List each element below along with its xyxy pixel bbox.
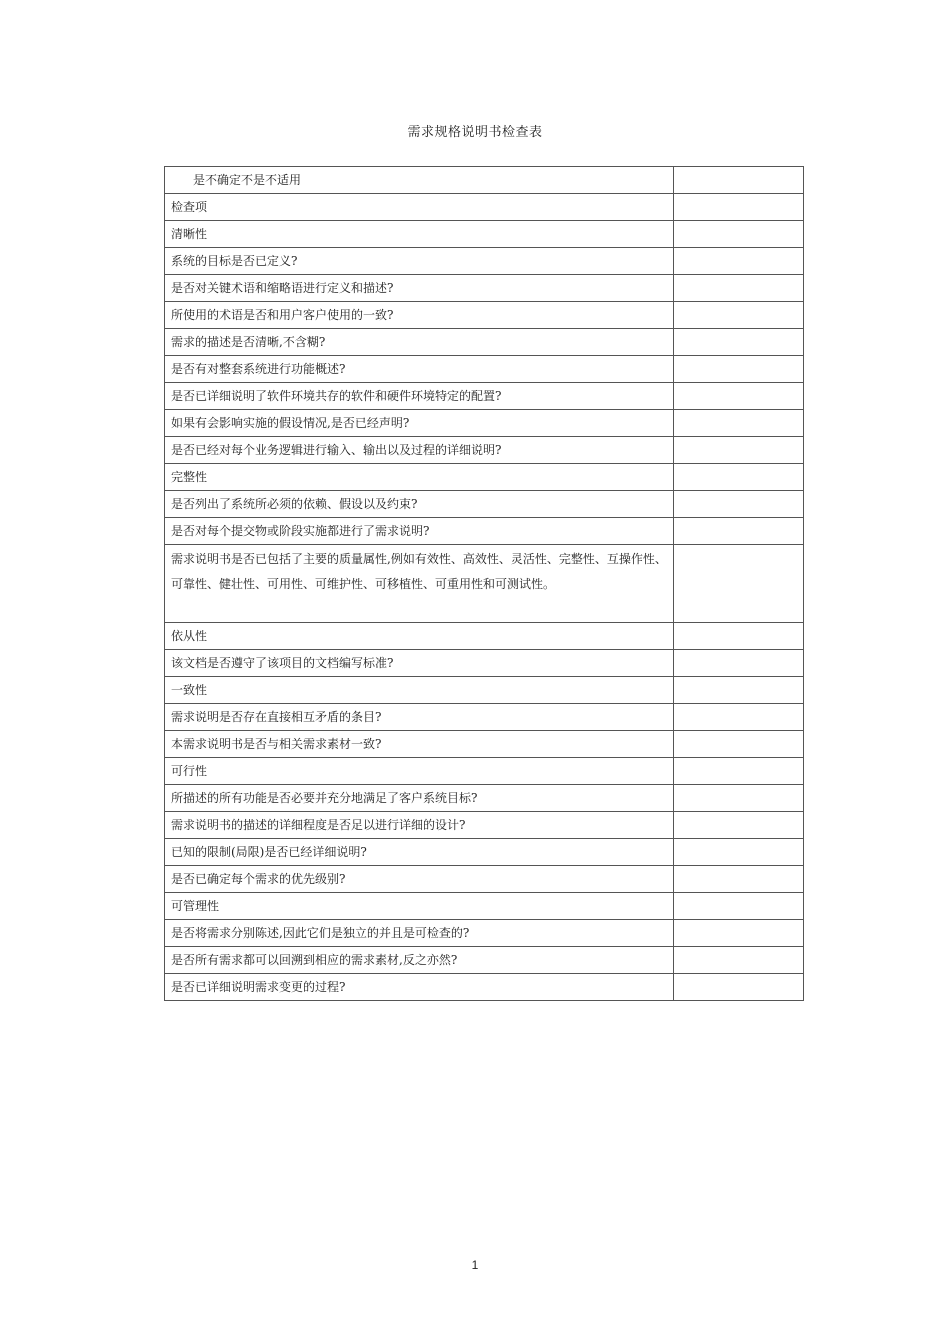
check-item: 本需求说明书是否与相关需求素材一致? [165,731,674,758]
table-row [165,974,804,1001]
table-row [165,920,804,947]
table-answer-cell [674,329,804,356]
check-item: 需求说明书的描述的详细程度是否足以进行详细的设计? [165,812,674,839]
table-row [165,491,804,518]
table-row [165,731,804,758]
table-answer-cell [674,974,804,1001]
table-row [165,758,804,785]
table-row [165,947,804,974]
table-answer-cell [674,545,804,623]
table-row [165,893,804,920]
table-row [165,410,804,437]
table-row [165,650,804,677]
table-row [165,356,804,383]
table-answer-cell [674,221,804,248]
check-item: 如果有会影响实施的假设情况,是否已经声明? [165,410,674,437]
check-category: 一致性 [165,677,674,704]
table-answer-cell [674,302,804,329]
check-item: 需求的描述是否清晰,不含糊? [165,329,674,356]
table-answer-cell [674,491,804,518]
table-answer-cell [674,383,804,410]
table-answer-cell [674,650,804,677]
table-answer-cell [674,356,804,383]
table-row [165,221,804,248]
check-category: 可管理性 [165,893,674,920]
table-answer-cell [674,839,804,866]
table-header-cell: 是不确定不是不适用 [165,167,674,194]
check-category: 清晰性 [165,221,674,248]
table-answer-cell [674,194,804,221]
page-number: 1 [471,1258,479,1272]
check-category: 可行性 [165,758,674,785]
table-row [165,623,804,650]
table-row [165,518,804,545]
table-row [165,437,804,464]
check-category: 完整性 [165,464,674,491]
check-item: 是否列出了系统所必须的依赖、假设以及约束? [165,491,674,518]
table-answer-cell [674,866,804,893]
table-row [165,329,804,356]
check-item: 需求说明是否存在直接相互矛盾的条目? [165,704,674,731]
table-row [165,194,804,221]
table-answer-cell [674,248,804,275]
table-row [165,464,804,491]
table-answer-cell [674,623,804,650]
table-answer-cell [674,437,804,464]
table-answer-cell [674,704,804,731]
table-row [165,383,804,410]
table-row [165,839,804,866]
table-row [165,866,804,893]
table-answer-cell [674,410,804,437]
check-item: 所描述的所有功能是否必要并充分地满足了客户系统目标? [165,785,674,812]
table-row [165,248,804,275]
table-row [165,302,804,329]
table-answer-cell [674,758,804,785]
table-row [165,785,804,812]
table-row [165,545,804,623]
table-answer-cell [674,518,804,545]
table-answer-cell [674,275,804,302]
check-item: 是否有对整套系统进行功能概述? [165,356,674,383]
check-item: 是否已经对每个业务逻辑进行输入、输出以及过程的详细说明? [165,437,674,464]
table-answer-cell [674,812,804,839]
check-item: 是否已确定每个需求的优先级别? [165,866,674,893]
table-answer-cell [674,947,804,974]
check-item: 是否将需求分别陈述,因此它们是独立的并且是可检查的? [165,920,674,947]
check-item: 已知的限制(局限)是否已经详细说明? [165,839,674,866]
table-answer-cell [674,893,804,920]
check-item: 是否已详细说明需求变更的过程? [165,974,674,1001]
check-item: 所使用的术语是否和用户客户使用的一致? [165,302,674,329]
check-category: 依从性 [165,623,674,650]
table-answer-cell [674,167,804,194]
table-answer-cell [674,464,804,491]
table-answer-cell [674,785,804,812]
table-header-row [165,167,804,194]
checklist-table [164,166,804,1001]
check-item: 是否已详细说明了软件环境共存的软件和硬件环境特定的配置? [165,383,674,410]
check-item: 需求说明书是否已包括了主要的质量属性,例如有效性、高效性、灵活性、完整性、互操作性、可靠性、健壮性、可用性、可维护性、可移植性、可重用性和可测试性。 [165,545,674,623]
table-row [165,677,804,704]
table-row [165,275,804,302]
table-row [165,812,804,839]
check-item: 是否对关键术语和缩略语进行定义和描述? [165,275,674,302]
table-answer-cell [674,920,804,947]
check-item: 系统的目标是否已定义? [165,248,674,275]
document-title: 需求规格说明书检查表 [407,125,543,140]
table-answer-cell [674,731,804,758]
check-item: 该文档是否遵守了该项目的文档编写标准? [165,650,674,677]
check-item: 检查项 [165,194,674,221]
table-answer-cell [674,677,804,704]
check-item: 是否所有需求都可以回溯到相应的需求素材,反之亦然? [165,947,674,974]
check-item: 是否对每个提交物或阶段实施都进行了需求说明? [165,518,674,545]
table-row [165,704,804,731]
